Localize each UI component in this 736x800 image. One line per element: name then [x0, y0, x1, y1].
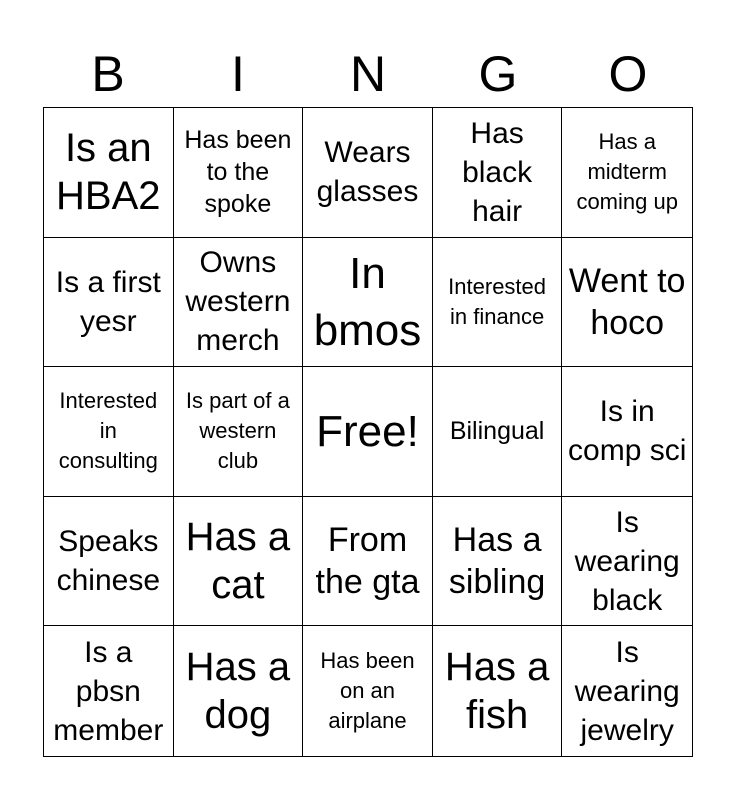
bingo-cell-text: Bilingual: [449, 417, 545, 446]
bingo-cell-g4[interactable]: [433, 497, 563, 627]
bingo-cell-text: Has been on an airplane: [320, 648, 415, 734]
bingo-header: [43, 40, 693, 108]
bingo-cell-i1[interactable]: [174, 108, 304, 238]
bingo-cell-b2[interactable]: [44, 238, 174, 368]
bingo-board: [43, 107, 693, 757]
bingo-cell-n5[interactable]: [303, 626, 433, 756]
bingo-cell-text: Has a dog: [185, 645, 291, 738]
bingo-cell-o4[interactable]: [562, 497, 692, 627]
bingo-cell-text: Interested in consulting: [58, 388, 158, 474]
bingo-cell-free[interactable]: [303, 367, 433, 497]
header-letter-g: G: [478, 46, 518, 102]
bingo-cell-n1[interactable]: [303, 108, 433, 238]
bingo-cell-text: Is a pbsn member: [53, 635, 164, 747]
bingo-cell-b1[interactable]: [44, 108, 174, 238]
header-letter-i: I: [231, 46, 245, 102]
bingo-cell-g5[interactable]: [433, 626, 563, 756]
bingo-cell-text: Speaks chinese: [56, 525, 160, 598]
header-letter-n: N: [349, 46, 387, 102]
bingo-cell-i4[interactable]: [174, 497, 304, 627]
bingo-cell-n4[interactable]: [303, 497, 433, 627]
bingo-cell-g1[interactable]: [433, 108, 563, 238]
bingo-cell-o1[interactable]: [562, 108, 692, 238]
bingo-cell-text: Has a midterm coming up: [576, 129, 678, 215]
bingo-cell-i5[interactable]: [174, 626, 304, 756]
bingo-cell-text: Owns western merch: [185, 246, 291, 358]
bingo-cell-text: Is part of a western club: [185, 388, 290, 474]
bingo-cell-g2[interactable]: [433, 238, 563, 368]
bingo-cell-b5[interactable]: [44, 626, 174, 756]
bingo-cell-text: Interested in finance: [448, 273, 547, 329]
bingo-cell-text: Free!: [316, 406, 419, 456]
bingo-cell-text: Wears glasses: [316, 136, 419, 209]
bingo-cell-o2[interactable]: [562, 238, 692, 368]
bingo-cell-text: Is a first yesr: [55, 265, 161, 338]
bingo-cell-text: Has a cat: [185, 515, 291, 608]
bingo-cell-text: Has been to the spoke: [184, 126, 292, 219]
bingo-cell-text: Has a fish: [444, 645, 550, 738]
header-letter-b: B: [91, 46, 125, 102]
bingo-cell-text: Is an HBA2: [56, 126, 161, 219]
bingo-cell-b4[interactable]: [44, 497, 174, 627]
bingo-cell-text: Is wearing jewelry: [574, 635, 680, 747]
bingo-cell-text: Is wearing black: [574, 505, 680, 617]
bingo-cell-text: Is in comp sci: [568, 395, 687, 468]
bingo-cell-o5[interactable]: [562, 626, 692, 756]
bingo-cell-i2[interactable]: [174, 238, 304, 368]
bingo-cell-o3[interactable]: [562, 367, 692, 497]
bingo-cell-n2[interactable]: [303, 238, 433, 368]
bingo-cell-text: Has a sibling: [448, 521, 546, 602]
header-letter-o: O: [608, 46, 648, 102]
bingo-cell-i3[interactable]: [174, 367, 304, 497]
bingo-cell-text: Went to hoco: [568, 261, 686, 342]
bingo-cell-b3[interactable]: [44, 367, 174, 497]
bingo-cell-g3[interactable]: [433, 367, 563, 497]
bingo-cell-text: From the gta: [315, 521, 420, 602]
bingo-cell-text: Has black hair: [462, 116, 533, 228]
bingo-cell-text: In bmos: [313, 248, 422, 355]
